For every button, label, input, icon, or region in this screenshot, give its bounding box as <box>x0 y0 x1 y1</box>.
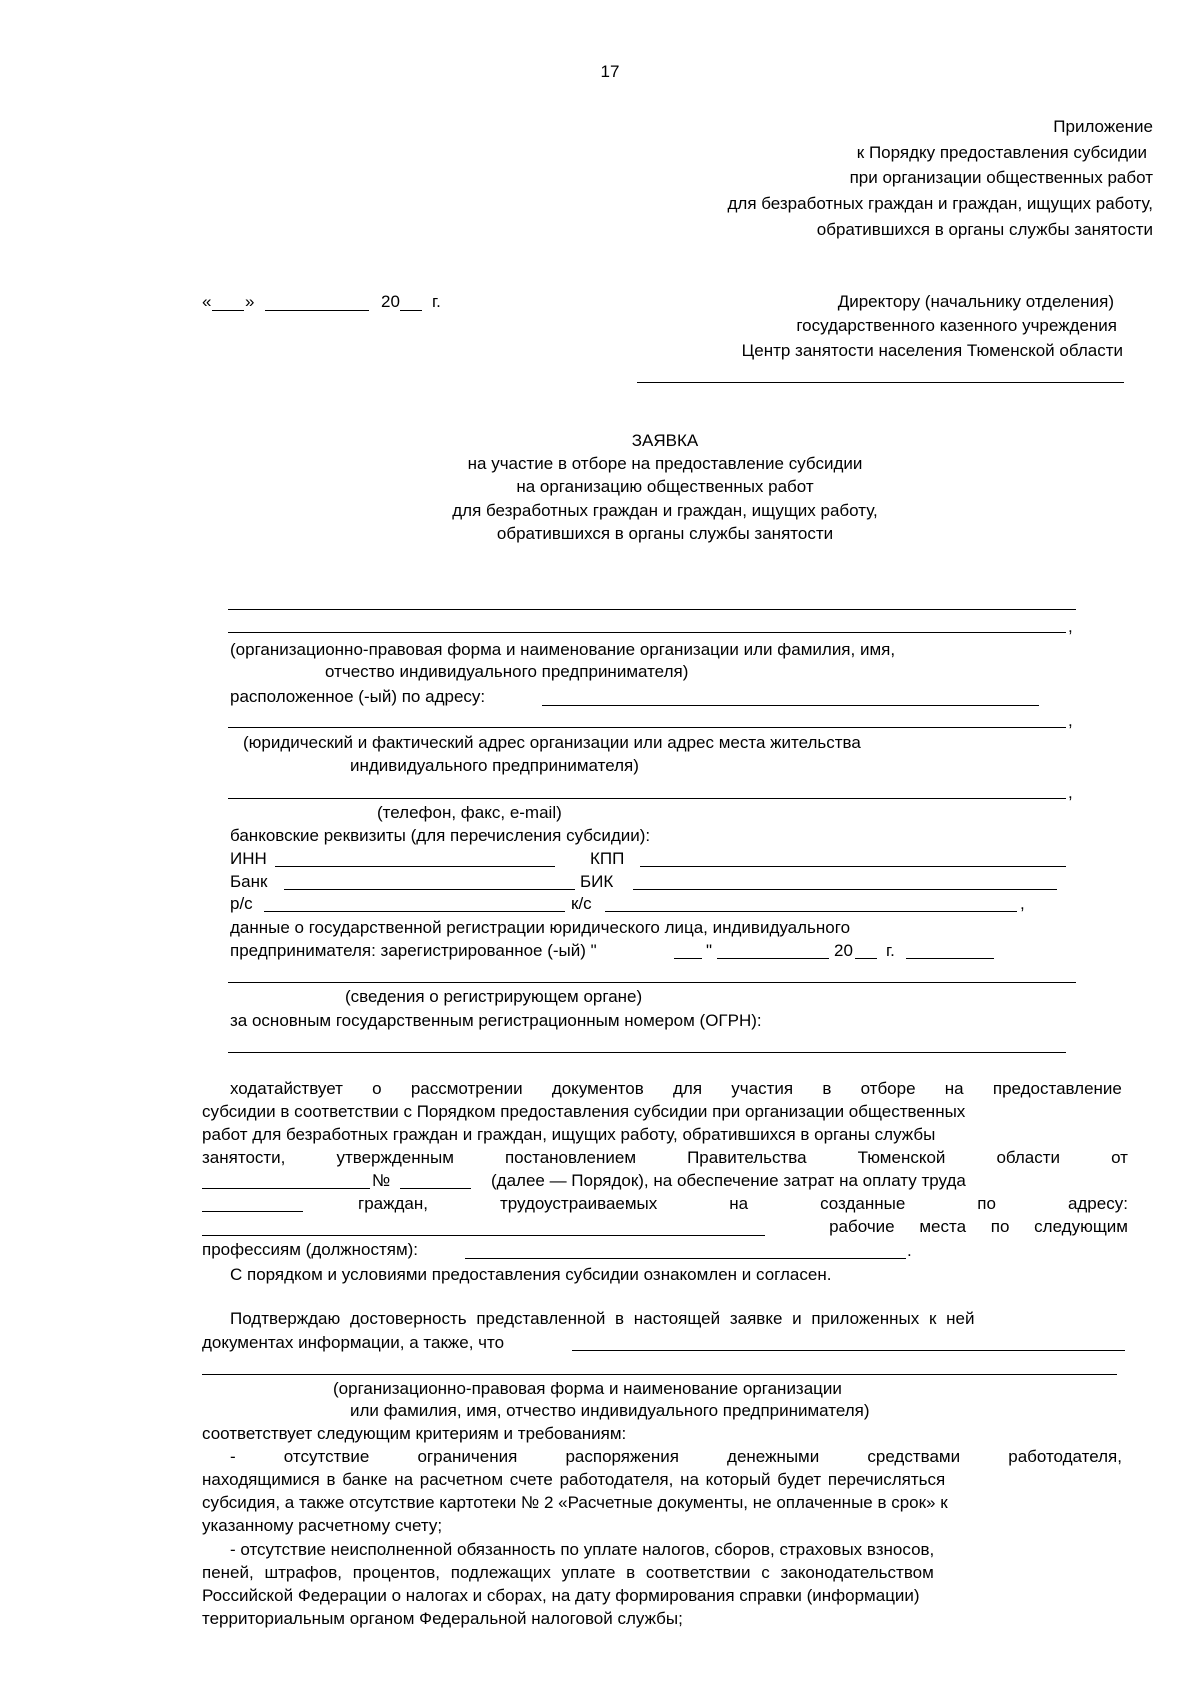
rs-label: р/с <box>230 894 253 913</box>
bik-field[interactable] <box>633 889 1057 890</box>
confirm-text: документах информации, а также, что <box>202 1333 505 1352</box>
rs-field[interactable] <box>264 911 565 912</box>
word: документов <box>551 1079 644 1098</box>
word: области <box>996 1148 1061 1167</box>
workers-count-field[interactable] <box>202 1211 303 1212</box>
reg-number-field[interactable] <box>906 958 994 959</box>
inn-label: ИНН <box>230 849 267 868</box>
bik-label: БИК <box>580 872 614 891</box>
petition-line: (далее — Порядок), на обеспечение затрат на оплату труда <box>491 1171 966 1190</box>
comma: , <box>1068 617 1073 636</box>
bank-name-label: Банк <box>230 872 268 891</box>
addressee-line: Центр занятости населения Тюменской области <box>741 341 1123 360</box>
registering-authority-field[interactable] <box>228 982 1076 983</box>
petition-line <box>230 1078 1122 1099</box>
word: граждан, <box>358 1194 428 1213</box>
appendix-line: для безработных граждан и граждан, ищущих работу, <box>727 194 1153 213</box>
org-name-field[interactable] <box>228 609 1076 610</box>
date-open-quote: « <box>202 292 212 311</box>
addressee-line: Директору (начальнику отделения) <box>837 292 1114 311</box>
address-hint: индивидуального предпринимателя) <box>350 756 639 775</box>
title-line: на участие в отборе на предоставление субсидии <box>467 454 863 473</box>
registration-text: данные о государственной регистрации юридического лица, индивидуального <box>230 918 851 937</box>
word: ходатайствует <box>230 1079 343 1098</box>
reg-year-field[interactable] <box>855 958 877 959</box>
word: ограничения <box>417 1447 518 1466</box>
org-name-field-2[interactable] <box>228 632 1066 633</box>
word: по <box>977 1194 996 1213</box>
word: рассмотрении <box>410 1079 523 1098</box>
title-line: обратившихся в органы службы занятости <box>496 524 834 543</box>
ks-field[interactable] <box>605 911 1017 912</box>
appendix-line: при организации общественных работ <box>849 168 1153 187</box>
date-year-suffix: г. <box>432 292 441 311</box>
title-line: для безработных граждан и граждан, ищущих работу, <box>452 501 878 520</box>
word: средствами <box>867 1447 961 1466</box>
bank-label: банковские реквизиты (для перечисления субсидии): <box>230 826 651 845</box>
word: утвержденным <box>336 1148 454 1167</box>
appendix-line: обратившихся в органы службы занятости <box>816 220 1153 239</box>
word: отборе <box>860 1079 916 1098</box>
word: отсутствие <box>283 1447 370 1466</box>
reg-year-suffix: г. <box>886 941 895 960</box>
word: в <box>822 1079 832 1098</box>
word: созданные <box>820 1194 906 1213</box>
word: распоряжения <box>565 1447 679 1466</box>
criteria-item <box>230 1446 1122 1467</box>
page-number: 17 <box>600 62 620 81</box>
comma: , <box>1020 894 1025 913</box>
registration-text: предпринимателя: зарегистрированное (-ый) " <box>230 941 597 960</box>
date-year-prefix: 20 <box>381 292 400 311</box>
bank-field[interactable] <box>284 889 575 890</box>
word: постановлением <box>504 1148 637 1167</box>
decree-number-field[interactable] <box>400 1188 471 1189</box>
word: Тюменской <box>857 1148 946 1167</box>
criteria-item: Российской Федерации о налогах и сборах, на дату формирования справки (информации) <box>202 1586 920 1605</box>
confirm-org-field[interactable] <box>572 1350 1125 1351</box>
addressee-name-field[interactable] <box>637 382 1124 383</box>
criteria-item: территориальным органом Федеральной налоговой службы; <box>202 1609 683 1628</box>
comma: , <box>1068 783 1073 802</box>
date-year-field[interactable] <box>400 310 422 311</box>
petition-line <box>358 1193 1128 1214</box>
inn-field[interactable] <box>275 866 555 867</box>
word: на <box>944 1079 964 1098</box>
word: денежными <box>727 1447 820 1466</box>
kpp-label: КПП <box>590 849 625 868</box>
criteria-item: находящимися в банке на расчетном счете работодателя, на который будет перечисляться <box>202 1470 946 1489</box>
address-hint: (юридический и фактический адрес организации или адрес места жительства <box>243 733 861 752</box>
confirm-hint: (организационно-правовая форма и наименование организации <box>333 1379 842 1398</box>
period: . <box>907 1241 912 1260</box>
petition-line: рабочие места по следующим <box>829 1217 1128 1236</box>
decree-date-field[interactable] <box>202 1188 370 1189</box>
org-hint: отчество индивидуального предпринимателя) <box>325 662 689 681</box>
contacts-field[interactable] <box>228 798 1066 799</box>
word: предоставление <box>992 1079 1122 1098</box>
reg-quote: " <box>706 941 713 960</box>
contacts-hint: (телефон, факс, e-mail) <box>377 803 562 822</box>
criteria-intro: соответствует следующим критериям и требованиям: <box>202 1424 627 1443</box>
petition-line: работ для безработных граждан и граждан, ищущих работу, обратившихся в органы службы <box>202 1125 936 1144</box>
kpp-field[interactable] <box>640 866 1066 867</box>
confirm-hint: или фамилия, имя, отчество индивидуального предпринимателя) <box>350 1401 870 1420</box>
number-sign: № <box>372 1171 391 1190</box>
word: на <box>729 1194 749 1213</box>
petition-line <box>202 1147 1128 1168</box>
appendix-line: Приложение <box>1053 117 1153 136</box>
professions-field[interactable] <box>465 1258 906 1259</box>
petition-line: профессиям (должностям): <box>202 1240 419 1259</box>
ks-label: к/с <box>571 894 592 913</box>
date-close-quote: » <box>245 292 255 311</box>
title-line: на организацию общественных работ <box>516 477 814 496</box>
title-heading: ЗАЯВКА <box>631 431 699 450</box>
address-label: расположенное (-ый) по адресу: <box>230 687 486 706</box>
comma: , <box>1068 711 1073 730</box>
ogrn-label: за основным государственным регистрационным номером (ОГРН): <box>230 1011 762 1030</box>
criteria-item: пеней, штрафов, процентов, подлежащих уплате в соответствии с законодательством <box>202 1563 934 1582</box>
addressee-line: государственного казенного учреждения <box>796 316 1117 335</box>
word: - <box>230 1447 236 1466</box>
org-hint: (организационно-правовая форма и наименование организации или фамилия, имя, <box>230 640 896 659</box>
word: Правительства <box>687 1148 807 1167</box>
word: адресу: <box>1067 1194 1128 1213</box>
address-field[interactable] <box>542 705 1039 706</box>
word: трудоустраиваемых <box>499 1194 658 1213</box>
word: для <box>672 1079 703 1098</box>
appendix-line: к Порядку предоставления субсидии <box>856 143 1147 162</box>
criteria-item: субсидия, а также отсутствие картотеки № 2 «Расчетные документы, не оплаченные в срок» к <box>202 1493 948 1512</box>
consent-text: С порядком и условиями предоставления субсидии ознакомлен и согласен. <box>230 1265 832 1284</box>
petition-line: субсидии в соответствии с Порядком предоставления субсидии при организации общественных <box>202 1102 966 1121</box>
criteria-item: - отсутствие неисполненной обязанность по уплате налогов, сборов, страховых взносов, <box>230 1540 935 1559</box>
word: участия <box>731 1079 794 1098</box>
reg-month-field[interactable] <box>717 958 829 959</box>
criteria-item: указанному расчетному счету; <box>202 1516 443 1535</box>
date-day-field[interactable] <box>212 310 244 311</box>
reg-year-prefix: 20 <box>834 941 853 960</box>
word: от <box>1111 1148 1128 1167</box>
word: о <box>372 1079 382 1098</box>
reg-org-hint: (сведения о регистрирующем органе) <box>345 987 643 1006</box>
word: работодателя, <box>1008 1447 1122 1466</box>
address-field-2[interactable] <box>228 727 1066 728</box>
workplace-address-field[interactable] <box>202 1235 765 1236</box>
reg-day-field[interactable] <box>674 958 702 959</box>
date-month-field[interactable] <box>265 310 369 311</box>
confirm-text: Подтверждаю достоверность представленной в настоящей заявке и приложенных к ней <box>230 1309 975 1328</box>
word: занятости, <box>202 1148 286 1167</box>
confirm-org-field-2[interactable] <box>202 1374 1117 1375</box>
ogrn-field[interactable] <box>228 1052 1066 1053</box>
